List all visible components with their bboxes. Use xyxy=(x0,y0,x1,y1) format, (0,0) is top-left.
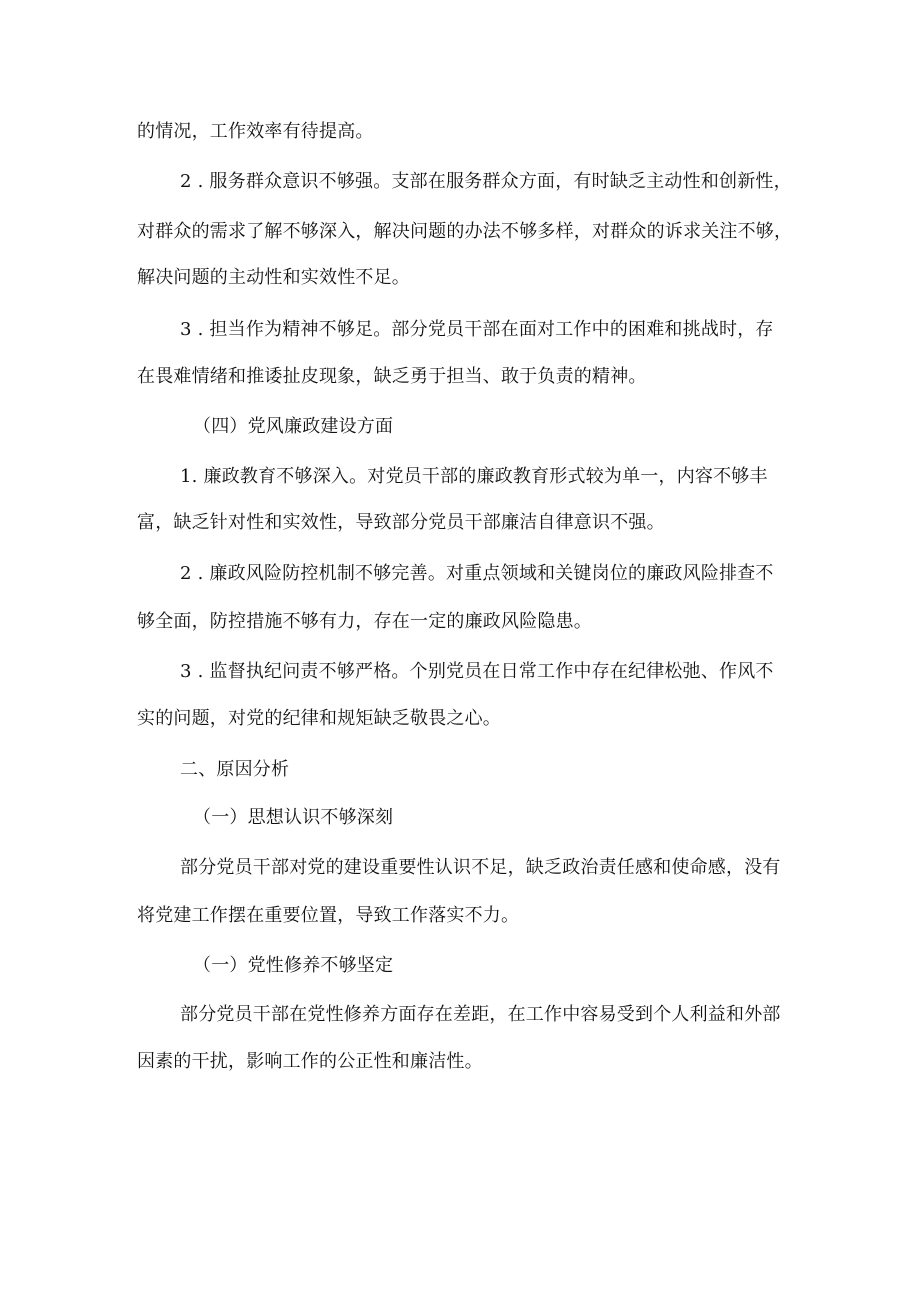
text-line: 对群众的需求了解不够深入，解决问题的办法不够多样，对群众的诉求关注不够， xyxy=(137,221,793,242)
text-line: 3 . 监督执纪问责不够严格。个别党员在日常工作中存在纪律松弛、作风不 xyxy=(180,661,774,682)
text-line: 解决问题的主动性和实效性不足。 xyxy=(137,267,410,288)
text-line: 2 . 廉政风险防控机制不够完善。对重点领域和关键岗位的廉政风险排查不 xyxy=(180,563,774,584)
text-line: 3 . 担当作为精神不够足。部分党员干部在面对工作中的困难和挑战时，存 xyxy=(180,319,774,340)
section-heading: （一）党性修养不够坚定 xyxy=(193,955,394,976)
text-line: 将党建工作摆在重要位置，导致工作落实不力。 xyxy=(137,905,520,926)
text-line: 在畏难情绪和推诿扯皮现象，缺乏勇于担当、敢于负责的精神。 xyxy=(137,366,647,387)
text-line: 2 . 服务群众意识不够强。支部在服务群众方面，有时缺乏主动性和创新性， xyxy=(180,171,792,192)
text-line: 部分党员干部对党的建设重要性认识不足，缺乏政治责任感和使命感，没有 xyxy=(180,857,781,878)
section-heading: （四）党风廉政建设方面 xyxy=(193,416,394,437)
text-line: 部分党员干部在党性修养方面存在差距，在工作中容易受到个人利益和外部 xyxy=(180,1004,781,1025)
text-line: 富，缺乏针对性和实效性，导致部分党员干部廉洁自律意识不强。 xyxy=(137,512,665,533)
text-line: 的情况，工作效率有待提高。 xyxy=(137,121,374,142)
text-line: 实的问题，对党的纪律和规矩缺乏敬畏之心。 xyxy=(137,708,501,729)
chapter-heading: 二、原因分析 xyxy=(180,759,290,780)
text-line: 够全面，防控措施不够有力，存在一定的廉政风险隐患。 xyxy=(137,611,592,632)
text-line: 1. 廉政教育不够深入。对党员干部的廉政教育形式较为单一，内容不够丰 xyxy=(180,466,768,487)
section-heading: （一）思想认识不够深刻 xyxy=(193,807,394,828)
text-line: 因素的干扰，影响工作的公正性和廉洁性。 xyxy=(137,1051,483,1072)
